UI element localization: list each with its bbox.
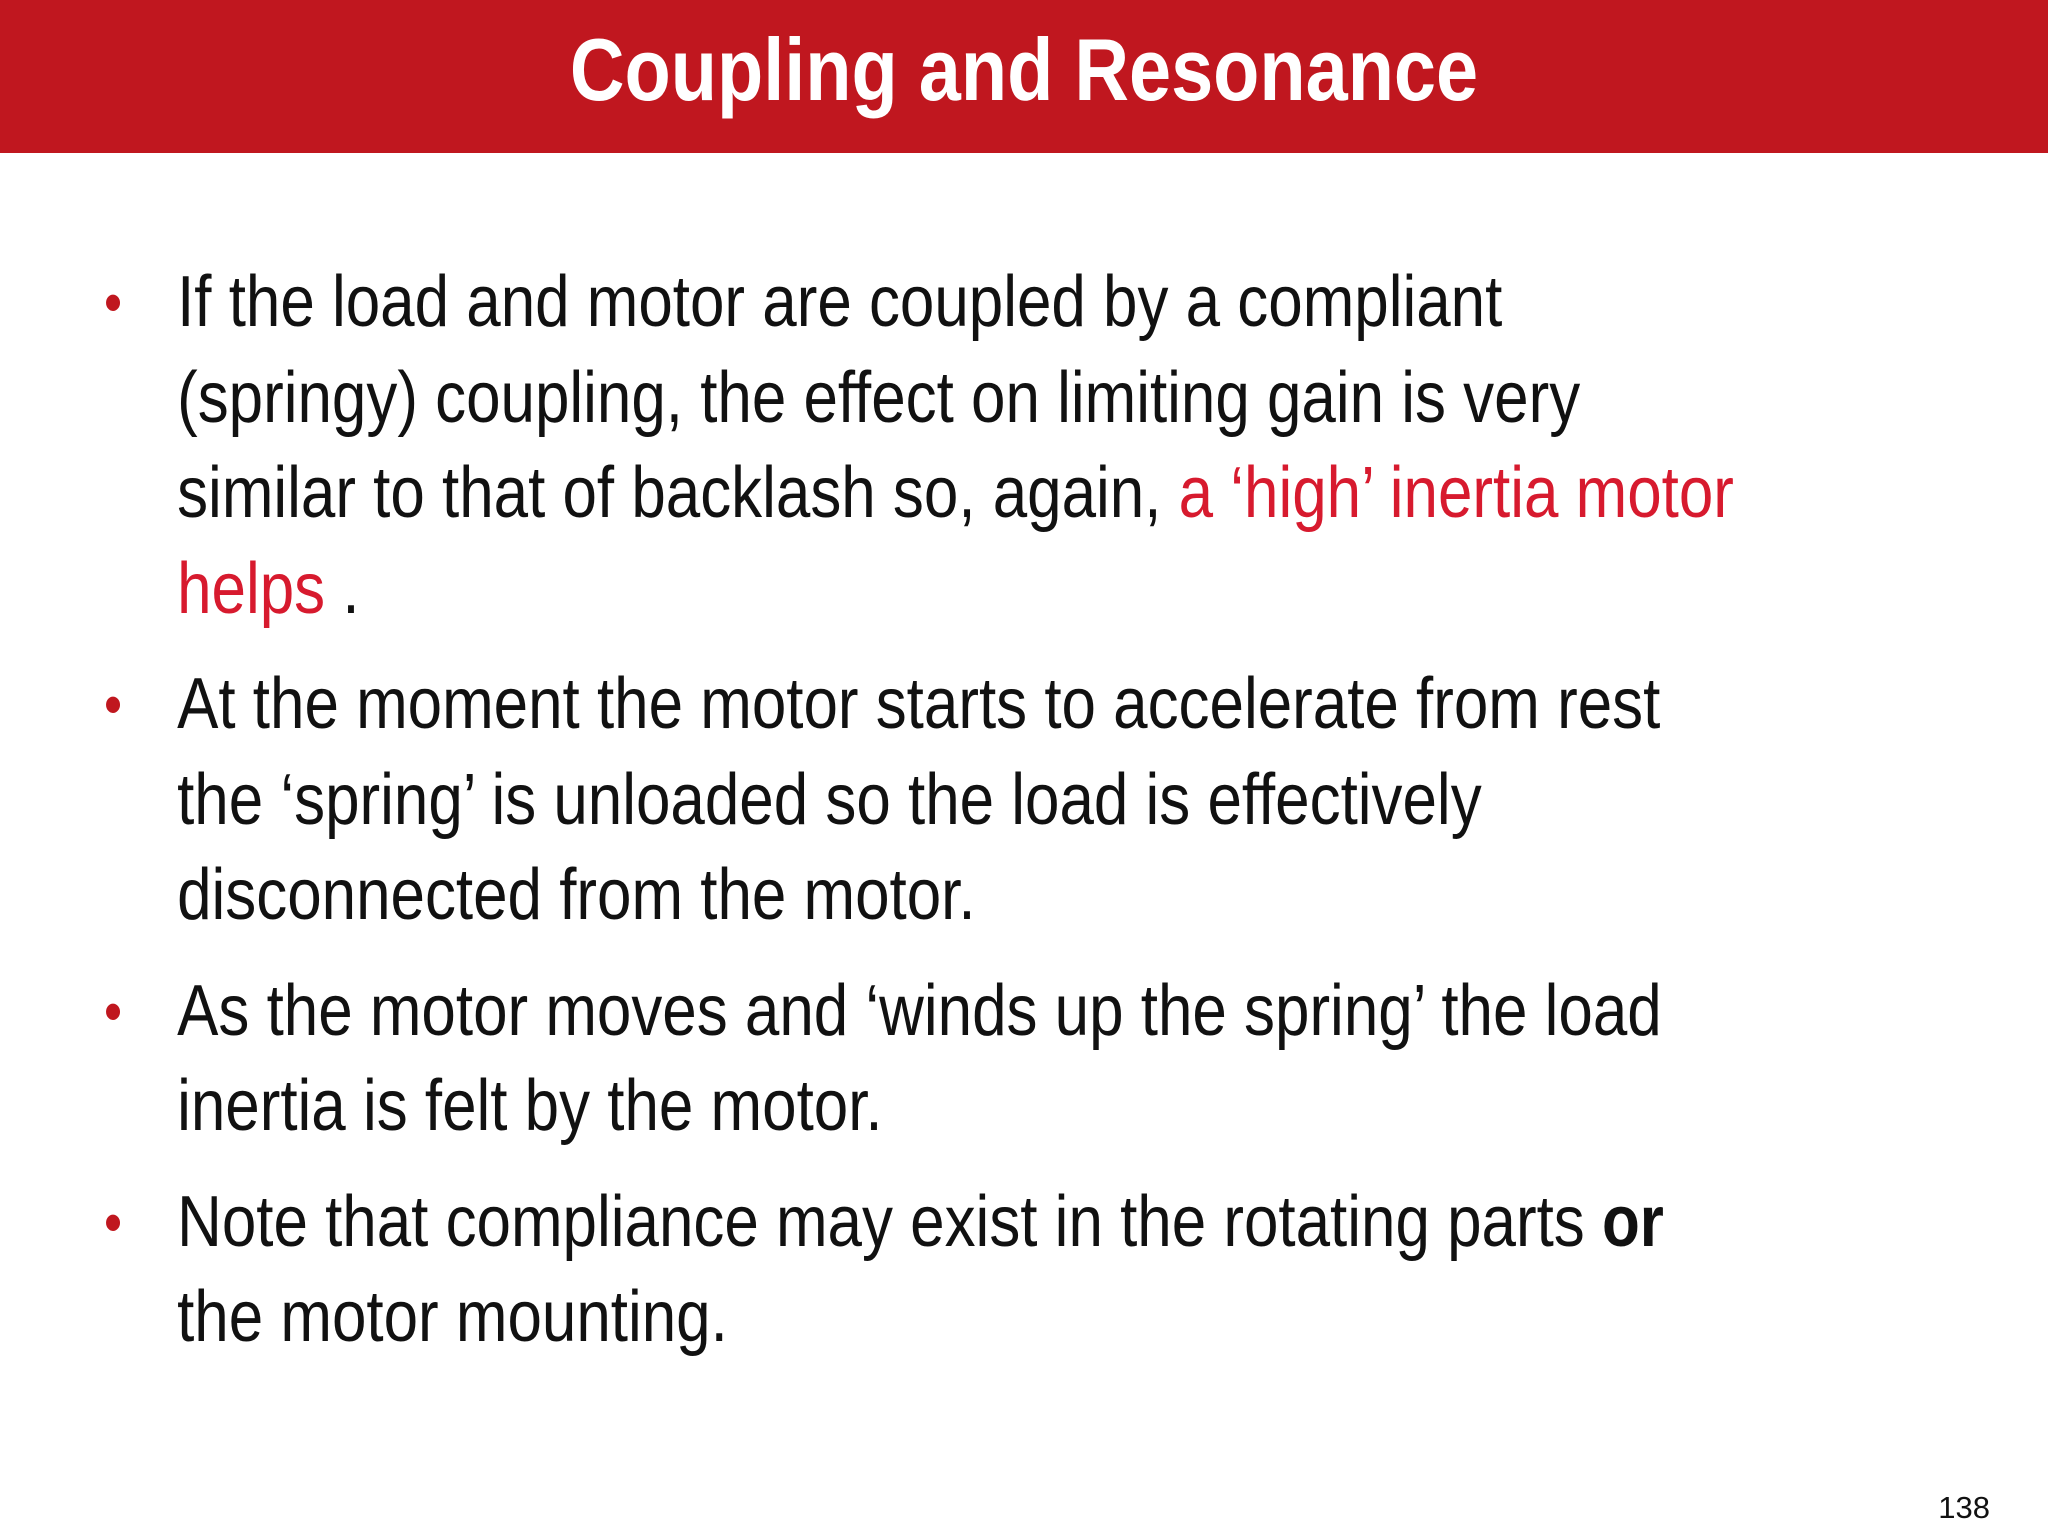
bullet-dot-icon: • [104, 671, 123, 738]
slide-title: Coupling and Resonance [569, 20, 1479, 119]
bullet-dot-icon: • [104, 1188, 123, 1256]
bullet-list [104, 255, 1738, 1366]
bullet-dot-icon: • [104, 977, 123, 1045]
bullet-text: Note that compliance may exist in the rotating parts [177, 1181, 1602, 1262]
page-number: 138 [1938, 1490, 1990, 1525]
bullet-text: At the moment the motor starts to accelerate from rest the ‘spring’ is unloaded so the load is effectively disconnected from the motor. [177, 664, 1661, 935]
bullet-text-end: the motor mounting. [177, 1277, 728, 1357]
bullet-item [104, 1175, 1738, 1366]
slide-content [104, 255, 1738, 1386]
bullet-dot-icon: • [104, 269, 123, 336]
bullet-text-end: . [325, 548, 360, 629]
bullet-item [104, 255, 1738, 637]
bullet-text: As the motor moves and ‘winds up the spring’ the load inertia is felt by the motor. [177, 970, 1662, 1146]
bullet-item [104, 657, 1738, 944]
bullet-item [104, 964, 1738, 1155]
bullet-text: If the load and motor are coupled by a compliant (springy) coupling, the effect on limiting gain is very similar to that of backlash so, again, [177, 262, 1581, 533]
bullet-highlight: a ‘high’ inertia motor helps [177, 453, 1734, 629]
bullet-bold: or [1601, 1181, 1664, 1262]
